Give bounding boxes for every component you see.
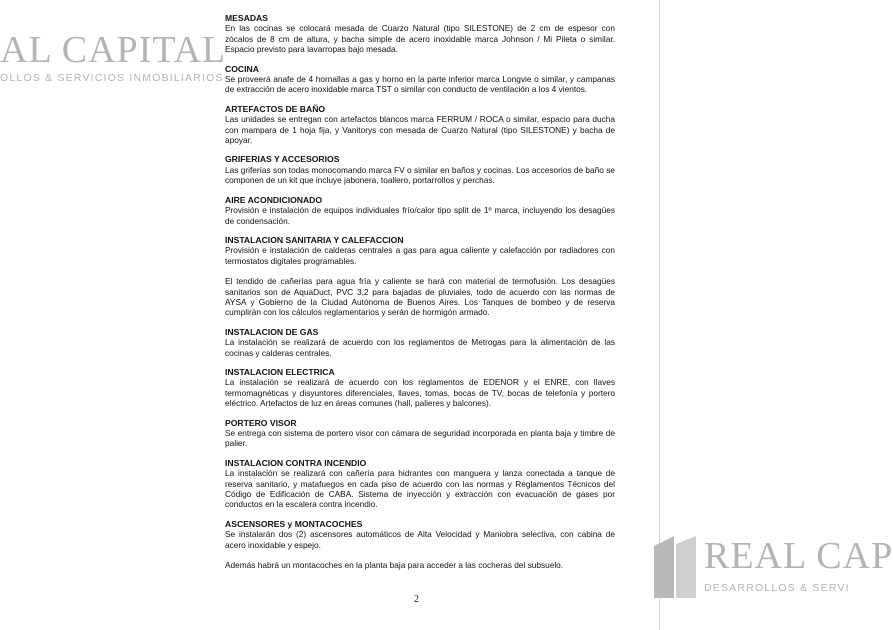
watermark-tagline-right: DESARROLLOS & SERVI xyxy=(704,582,850,594)
section-heading: GRIFERIAS Y ACCESORIOS xyxy=(225,154,340,165)
spec-section xyxy=(225,154,615,185)
spec-section xyxy=(225,418,615,449)
spec-section xyxy=(225,64,615,95)
section-paragraph: Se proveerá anafe de 4 hornallas a gas y horno en la parte inferior marca Longvie o similar, y campanas de extracción de acero inoxidable marca TST o similar con conducto de ventilación a los 4 vientos. xyxy=(225,74,615,95)
section-heading: AIRE ACONDICIONADO xyxy=(225,194,323,205)
watermark-name-right: REAL CAP xyxy=(704,535,893,577)
watermark-name-left: AL CAPITAL xyxy=(0,29,227,71)
section-paragraph: La instalación se realizará con cañería para hidrantes con manguera y lanza conectada a tanque de reserva sanitario, y matafuegos en cada piso de acuerdo con las normas y Reglamentos Técnicos del Código de Edificación de CABA. Sistema de inyección y extracción con evacuación de gases por conductos en la escalera contra incendio. xyxy=(225,468,615,510)
spec-section xyxy=(225,367,615,409)
section-paragraph: Se instalarán dos (2) ascensores automáticos de Alta Velocidad y Maniobra selectiva, con cabina de acero inoxidable y espejo. xyxy=(225,529,615,550)
section-heading: ASCENSORES y MONTACOCHES xyxy=(225,518,363,529)
section-paragraph: Se entrega con sistema de portero visor con cámara de seguridad incorporada en planta baja y timbre de palier. xyxy=(225,428,615,449)
page-number: 2 xyxy=(414,594,419,605)
watermark-tagline-left: OLLOS & SERVICIOS INMOBILIARIOS xyxy=(0,72,224,84)
section-heading: COCINA xyxy=(225,63,259,74)
section-heading: INSTALACION ELECTRICA xyxy=(225,366,335,377)
watermark-logo-right xyxy=(654,536,893,598)
spec-section xyxy=(225,327,615,358)
spec-section xyxy=(225,104,615,146)
section-heading: PORTERO VISOR xyxy=(225,417,297,428)
section-paragraph: Provisión e instalación de equipos individuales frío/calor tipo split de 1º marca, incluyendo los desagües de condensación. xyxy=(225,205,615,226)
section-heading: INSTALACION CONTRA INCENDIO xyxy=(225,457,367,468)
building-logo-icon xyxy=(654,536,696,598)
section-heading: INSTALACION DE GAS xyxy=(225,326,319,337)
spec-section xyxy=(225,195,615,226)
section-paragraph: La instalación se realizará de acuerdo con los reglamentos de Metrogas para la alimentación de las cocinas y calderas centrales. xyxy=(225,337,615,358)
spec-sections xyxy=(225,13,615,579)
spec-section xyxy=(225,235,615,318)
section-heading: INSTALACION SANITARIA Y CALEFACCION xyxy=(225,234,404,245)
section-paragraph: La instalación se realizará de acuerdo con los reglamentos de EDENOR y el ENRE, con llaves termomagnéticas y disyuntores diferenciales, llaves, tomas, bocas de TV, bocas de telefonía y portero eléctrico. Artefactos de luz en áreas comunes (hall, palieres y balcones). xyxy=(225,377,615,409)
section-paragraph: El tendido de cañerías para agua fría y caliente se hará con material de termofusión. Los desagües sanitarios son de AquaDuct, PVC 3,2 para bajadas de pluviales, todo de acuerdo con las normas de AYSA y Gobierno de la Ciudad Autónoma de Buenos Aires. Los Tanques de bombeo y de reserva cumplirán con los cálculos reglamentarios y serán de hormigón armado. xyxy=(225,276,615,318)
spec-section xyxy=(225,519,615,571)
section-paragraph: Provisión e instalación de calderas centrales a gas para agua caliente y calefacción por radiadores con termostatos digitales programables. xyxy=(225,245,615,266)
spec-section xyxy=(225,13,615,55)
spec-section xyxy=(225,458,615,510)
section-paragraph: Las unidades se entregan con artefactos blancos marca FERRUM / ROCA o similar, espacio para ducha con mampara de 1 hoja fija, y Vanitorys con mesada de Cuarzo Natural (tipo SILESTONE) y bacha de apoyar. xyxy=(225,114,615,146)
section-paragraph: En las cocinas se colocará mesada de Cuarzo Natural (tipo SILESTONE) de 2 cm de espesor con zócalos de 8 cm de altura, y bacha simple de acero inoxidable marca Johnson / Mi Pileta o similar. Espacio previsto para lavarropas bajo mesada. xyxy=(225,23,615,55)
section-heading: MESADAS xyxy=(225,13,268,23)
section-heading: ARTEFACTOS DE BAÑO xyxy=(225,103,326,114)
section-paragraph: Las griferías son todas monocomando marca FV o similar en baños y cocinas. Los accesorios de baño se componen de un kit que incluye jabonera, toallero, portarrollos y perchas. xyxy=(225,164,615,186)
watermark-logo-left xyxy=(0,30,226,84)
section-paragraph: Además habrá un montacoches en la planta baja para acceder a las cocheras del subsuelo. xyxy=(225,560,564,571)
